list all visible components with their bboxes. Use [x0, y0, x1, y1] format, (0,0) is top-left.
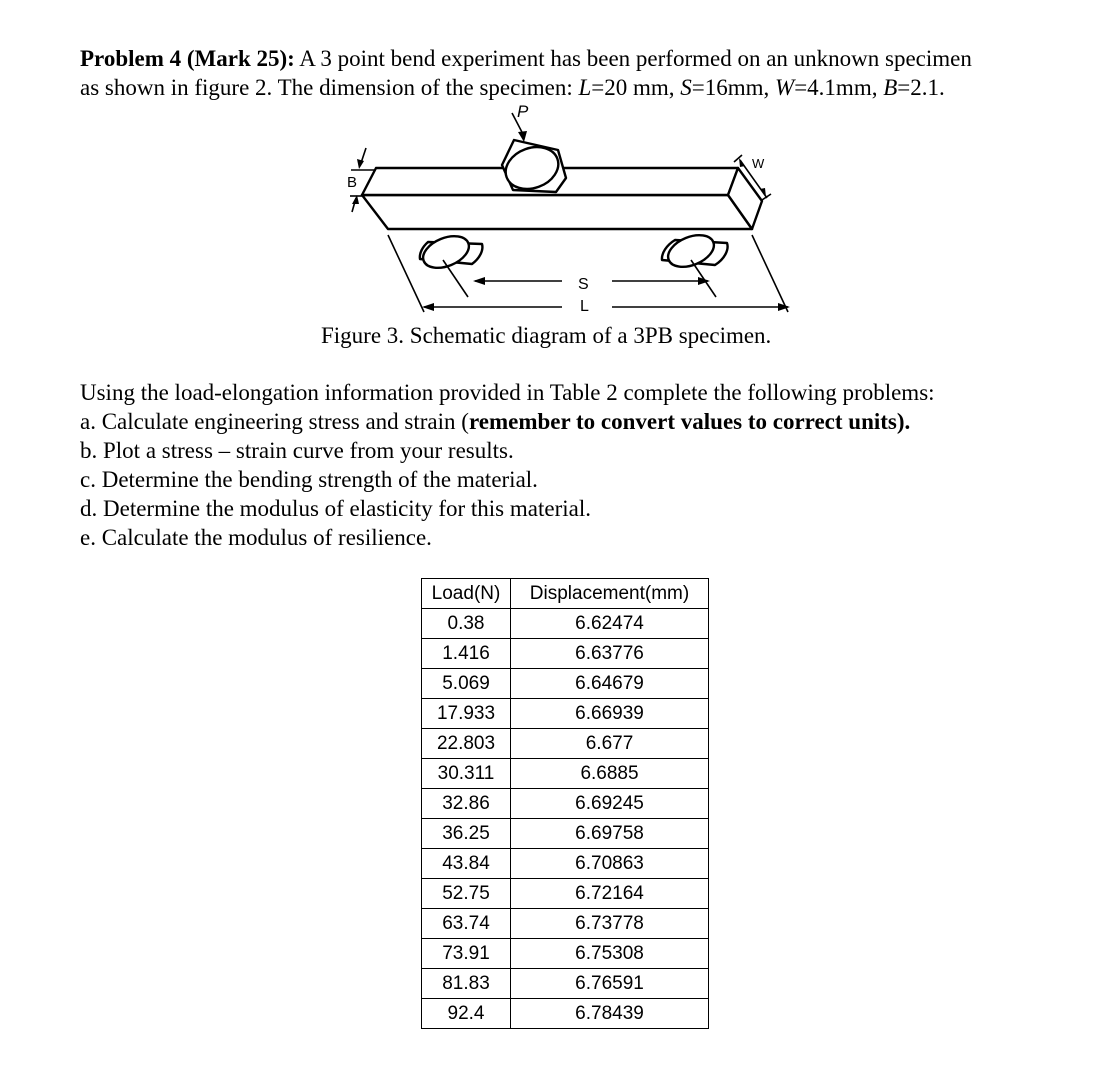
- displacement-cell: 6.73778: [511, 909, 709, 939]
- task-intro: Using the load-elongation information provided in Table 2 complete the following problems:: [80, 380, 935, 405]
- beam-front-face: [362, 195, 752, 229]
- load-cell: 52.75: [422, 879, 511, 909]
- load-cell: 30.311: [422, 759, 511, 789]
- header-displacement: Displacement(mm): [511, 579, 709, 609]
- displacement-cell: 6.69245: [511, 789, 709, 819]
- displacement-cell: 6.63776: [511, 639, 709, 669]
- dim-value-l: =20 mm,: [591, 75, 681, 100]
- table-body: [422, 609, 709, 1029]
- table-row: [422, 969, 709, 999]
- displacement-cell: 6.62474: [511, 609, 709, 639]
- load-cell: 92.4: [422, 999, 511, 1029]
- task-c: c. Determine the bending strength of the material.: [80, 467, 538, 492]
- displacement-cell: 6.677: [511, 729, 709, 759]
- load-cell: 17.933: [422, 699, 511, 729]
- problem-statement: [80, 44, 1080, 102]
- specimen-schematic: [330, 100, 810, 322]
- load-cell: 5.069: [422, 669, 511, 699]
- right-roller-end: [664, 229, 719, 273]
- displacement-cell: 6.76591: [511, 969, 709, 999]
- l-extension-left: [388, 235, 424, 312]
- w-dim-arrowhead-2: [760, 188, 766, 197]
- load-displacement-table: [421, 578, 709, 1029]
- table-row: [422, 819, 709, 849]
- table-row: [422, 909, 709, 939]
- displacement-cell: 6.78439: [511, 999, 709, 1029]
- table-row: [422, 789, 709, 819]
- problem-heading: Problem 4 (Mark 25):: [80, 46, 295, 71]
- load-cell: 1.416: [422, 639, 511, 669]
- header-load: Load(N): [422, 579, 511, 609]
- load-label-p: P: [517, 102, 529, 121]
- w-dim-arrowhead-1: [739, 158, 745, 167]
- dim-symbol-w: W: [775, 75, 795, 100]
- displacement-cell: 6.72164: [511, 879, 709, 909]
- dim-value-s: =16mm,: [691, 75, 776, 100]
- load-cell: 81.83: [422, 969, 511, 999]
- table-row: [422, 849, 709, 879]
- table-row: [422, 999, 709, 1029]
- dim-symbol-s: S: [680, 75, 692, 100]
- length-label-l: L: [580, 298, 589, 315]
- displacement-cell: 6.75308: [511, 939, 709, 969]
- displacement-cell: 6.70863: [511, 849, 709, 879]
- problem-line-1: [80, 44, 1080, 73]
- displacement-cell: 6.6885: [511, 759, 709, 789]
- table-header-row: [422, 579, 709, 609]
- l-extension-right: [752, 235, 788, 312]
- s-extension-left: [443, 260, 468, 297]
- displacement-cell: 6.64679: [511, 669, 709, 699]
- figure-caption: Figure 3. Schematic diagram of a 3PB specimen.: [321, 323, 772, 348]
- load-cell: 63.74: [422, 909, 511, 939]
- load-cell: 0.38: [422, 609, 511, 639]
- table-row: [422, 939, 709, 969]
- load-cell: 36.25: [422, 819, 511, 849]
- task-a-text: a. Calculate engineering stress and strain (: [80, 409, 469, 434]
- dim-value-w: =4.1mm,: [794, 75, 884, 100]
- task-e: e. Calculate the modulus of resilience.: [80, 525, 432, 550]
- task-d: d. Determine the modulus of elasticity for this material.: [80, 496, 591, 521]
- displacement-cell: 6.69758: [511, 819, 709, 849]
- thickness-label-b: B: [347, 174, 358, 191]
- table-row: [422, 729, 709, 759]
- dim-value-b: =2.1.: [897, 75, 945, 100]
- dim-symbol-b: B: [883, 75, 898, 100]
- problem-line2-prefix: as shown in figure 2. The dimension of the specimen:: [80, 75, 579, 100]
- table-row: [422, 759, 709, 789]
- problem-line-2: [80, 73, 1080, 102]
- task-a-emphasis: remember to convert values to correct units).: [468, 409, 911, 434]
- table-row: [422, 879, 709, 909]
- displacement-cell: 6.66939: [511, 699, 709, 729]
- three-point-bend-diagram: [330, 100, 810, 322]
- table-row: [422, 639, 709, 669]
- table-row: [422, 699, 709, 729]
- table-row: [422, 669, 709, 699]
- task-a: [80, 407, 1090, 436]
- load-displacement-table-wrap: [421, 578, 709, 1029]
- width-label-w: W: [752, 156, 765, 171]
- task-b: b. Plot a stress – strain curve from your results.: [80, 438, 514, 463]
- load-cell: 32.86: [422, 789, 511, 819]
- problem-intro: A 3 point bend experiment has been performed on an unknown specimen: [294, 46, 972, 71]
- b-dim-upper-arrowhead: [357, 159, 364, 169]
- s-arrowhead-left: [473, 277, 485, 285]
- dim-symbol-l: L: [578, 75, 592, 100]
- left-roller-end: [419, 230, 474, 274]
- task-list: [80, 378, 1090, 552]
- load-cell: 43.84: [422, 849, 511, 879]
- load-cell: 73.91: [422, 939, 511, 969]
- span-label-s: S: [578, 276, 589, 293]
- w-dim-tick-2: [762, 194, 771, 200]
- load-cell: 22.803: [422, 729, 511, 759]
- table-row: [422, 609, 709, 639]
